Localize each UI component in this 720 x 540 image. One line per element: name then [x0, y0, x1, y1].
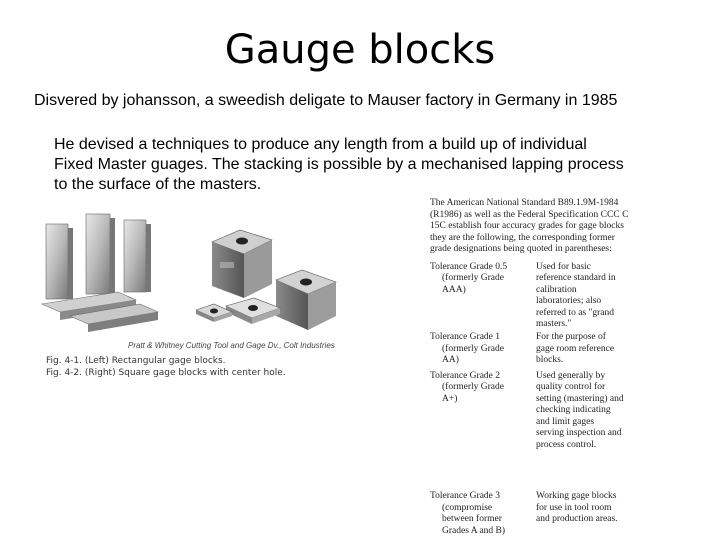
- slide-title: Gauge blocks: [224, 27, 496, 73]
- grade-desc-line: For the purpose of: [536, 332, 606, 342]
- grade-name-line: Tolerance Grade 0.5: [430, 261, 508, 272]
- tolerance-grade-row: [430, 332, 690, 367]
- grade-desc-line: Used generally by: [536, 370, 606, 381]
- scan-intro: [430, 198, 690, 256]
- grade-desc-line: process control.: [536, 439, 597, 450]
- scan-intro-line: (R1986) as well as the Federal Specification CCC C: [430, 209, 629, 220]
- grade-description: [536, 371, 686, 452]
- grade-name: [430, 332, 535, 367]
- grade-name-line: Tolerance Grade 3: [430, 491, 501, 501]
- grade-name-line: AAA): [442, 284, 466, 295]
- grade-desc-line: setting (mastering) and: [536, 393, 624, 404]
- grade-desc-line: referred to as "grand: [536, 307, 614, 318]
- grade-description: [536, 491, 686, 526]
- grade-name-line: Tolerance Grade 1: [430, 332, 501, 342]
- rectangular-block-standing: [46, 224, 73, 299]
- grade-name-line: A+): [442, 393, 458, 404]
- tolerance-grade-row: [430, 370, 690, 450]
- grade-name-line: (formerly Grade: [442, 343, 504, 354]
- scan-intro-line: The American National Standard B89.1.9M-1984: [430, 198, 619, 208]
- rectangular-block-standing: [124, 220, 151, 292]
- grade-desc-line: reference standard in: [536, 273, 616, 283]
- grade-name: [430, 491, 535, 537]
- grade-desc-line: gage room reference: [536, 343, 615, 354]
- square-block-with-hole: [226, 298, 280, 324]
- slide-subtitle: Disvered by johansson, a sweedish deligate to Mauser factory in Germany in 1985: [34, 92, 618, 109]
- grade-name-line: AA): [442, 355, 459, 365]
- grade-name: [430, 262, 535, 297]
- figure-caption: Fig. 4-1. (Left) Rectangular gage blocks.: [46, 356, 226, 366]
- grade-name-line: Tolerance Grade 2: [430, 370, 501, 381]
- grade-desc-line: for use in tool room: [536, 502, 612, 513]
- gage-blocks-photo: [40, 212, 340, 342]
- figure-caption: Fig. 4-2. (Right) Square gage blocks with center hole.: [46, 368, 286, 378]
- tolerance-grade-row: [430, 261, 690, 329]
- grade-desc-line: quality control for: [536, 382, 606, 392]
- body-line: Fixed Master guages. The stacking is possible by a mechanised lapping process: [54, 156, 624, 173]
- grade-name-line: (formerly Grade: [442, 273, 504, 283]
- scan-intro-line: 15C establish four accuracy grades for gage blocks: [430, 221, 624, 231]
- scan-intro-line: grade designations being quoted in parentheses:: [430, 244, 612, 254]
- grade-name: [430, 371, 535, 406]
- grade-desc-line: checking indicating: [536, 405, 611, 415]
- body-line: He devised a techniques to produce any length from a build up of individual: [54, 136, 587, 153]
- grade-name-line: Grades A and B): [442, 525, 506, 536]
- grade-desc-line: Working gage blocks: [536, 491, 617, 501]
- square-block-with-hole: [212, 230, 272, 298]
- grade-desc-line: masters.": [536, 319, 572, 329]
- photo-credit: Pratt & Whitney Cutting Tool and Gage Dv., Colt Industries: [128, 341, 335, 350]
- square-block-with-hole: [276, 270, 336, 330]
- grade-desc-line: calibration: [536, 284, 577, 295]
- rectangular-block-standing: [86, 214, 115, 294]
- grade-desc-line: serving inspection and: [536, 428, 622, 438]
- grade-desc-line: blocks.: [536, 355, 564, 365]
- grade-desc-line: Used for basic: [536, 261, 591, 272]
- tolerance-grade-row: [430, 491, 690, 537]
- grade-description: [536, 332, 686, 367]
- body-line: to the surface of the masters.: [54, 176, 262, 193]
- figure-captions: [46, 355, 286, 379]
- body-paragraph: [54, 135, 704, 195]
- grade-desc-line: and production areas.: [536, 514, 618, 524]
- grade-name-line: (formerly Grade: [442, 382, 504, 392]
- grade-description: [536, 262, 686, 331]
- grade-desc-line: and limit gages: [536, 416, 595, 427]
- grade-name-line: between former: [442, 514, 502, 524]
- grade-name-line: (compromise: [442, 502, 493, 513]
- scanned-standard-excerpt: [430, 198, 690, 537]
- scan-intro-line: they are the following, the corresponding former: [430, 232, 615, 243]
- grade-desc-line: laboratories; also: [536, 296, 602, 306]
